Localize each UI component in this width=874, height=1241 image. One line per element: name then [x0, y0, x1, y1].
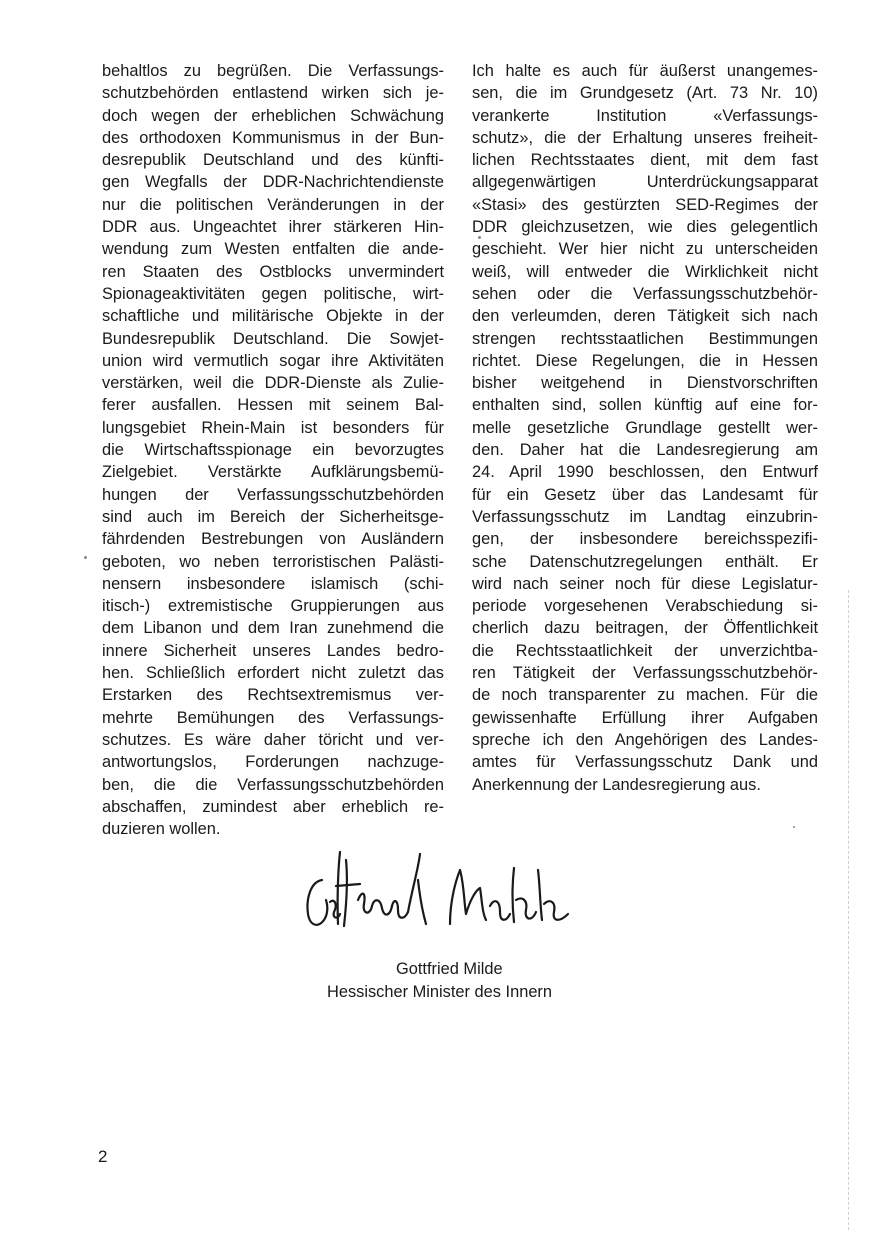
left-column-line: ben, die die Verfassungsschutzbehörden — [102, 775, 444, 794]
left-text-column — [102, 60, 444, 840]
right-column-line: gen, der insbesondere bereichsspezifi- — [472, 530, 818, 549]
left-column-line: dem Libanon und dem Iran zunehmend die — [102, 619, 444, 638]
left-column-line: geboten, wo neben terroristischen Palästi- — [102, 552, 444, 571]
left-column-line: hungen der Verfassungsschutzbehörden — [102, 485, 444, 504]
left-column-line: verstärken, weil die DDR-Dienste als Zulie- — [102, 374, 444, 393]
right-column-line: Anerkennung der Landesregierung aus. — [472, 775, 761, 794]
right-column-line: sen, die im Grundgesetz (Art. 73 Nr. 10) — [472, 84, 818, 103]
left-column-line: schutzes. Es wäre daher töricht und ver- — [102, 730, 444, 749]
scan-edge-mark — [848, 590, 849, 1230]
scan-speck — [793, 826, 795, 828]
left-column-line: sind auch im Bereich der Sicherheitsge- — [102, 507, 444, 526]
scan-speck — [478, 236, 481, 239]
left-column-line: desrepublik Deutschland und des künfti- — [102, 151, 444, 170]
left-column-line: Zielgebiet. Verstärkte Aufklärungsbemü- — [102, 463, 444, 482]
left-column-line: union wird vermutlich sogar ihre Aktivitäten — [102, 351, 444, 370]
right-column-line: den verleumden, deren Tätigkeit sich nach — [472, 307, 818, 326]
right-column-line: Verfassungsschutz im Landtag einzubrin- — [472, 507, 818, 526]
right-column-line: amtes für Verfassungsschutz Dank und — [472, 753, 818, 772]
right-column-line: sehen oder die Verfassungsschutzbehör- — [472, 284, 818, 303]
left-column-line: nur die politischen Veränderungen in der — [102, 195, 444, 214]
signatory-title: Hessischer Minister des Innern — [327, 983, 553, 1001]
right-column-line: geschieht. Wer hier nicht zu unterscheiden — [472, 240, 818, 259]
left-column-line: die Wirtschaftsspionage ein bevorzugtes — [102, 441, 444, 460]
left-column-line: gen Wegfalls der DDR-Nachrichtendienste — [102, 173, 444, 192]
left-column-line: wendung zum Westen entfalten die ande- — [102, 240, 444, 259]
left-column-line: nensern insbesondere islamisch (schi- — [102, 574, 444, 593]
right-column-line: sche Datenschutzregelungen enthält. Er — [472, 552, 818, 571]
left-column-line: doch wegen der erheblichen Schwächung — [102, 106, 444, 125]
left-column-line: antwortungslos, Forderungen nachzuge- — [102, 753, 444, 772]
left-column-line: lungsgebiet Rhein-Main ist besonders für — [102, 418, 444, 437]
right-text-column — [472, 60, 818, 796]
left-column-line: Spionageaktivitäten gegen politische, wirt- — [102, 284, 444, 303]
left-column-line: innere Sicherheit unseres Landes bedro- — [102, 641, 444, 660]
right-column-line: gewissenhafte Erfüllung ihrer Aufgaben — [472, 708, 818, 727]
signatory-name: Gottfried Milde — [396, 960, 503, 978]
right-column-line: spreche ich den Angehörigen des Landes- — [472, 730, 818, 749]
right-column-line: weiß, will entweder die Wirklichkeit nicht — [472, 262, 818, 281]
page-number: 2 — [98, 1147, 108, 1166]
left-column-line: ferer ausfallen. Hessen mit seinem Bal- — [102, 396, 444, 415]
left-column-line: Bundesrepublik Deutschland. Die Sowjet- — [102, 329, 444, 348]
right-column-line: schutz», die der Erhaltung unseres freiheit- — [472, 128, 818, 147]
right-column-line: bisher weitgehend in Dienstvorschriften — [472, 374, 818, 393]
left-column-line: DDR aus. Ungeachtet ihrer stärkeren Hin- — [102, 218, 444, 237]
right-column-line: wird nach seiner noch für diese Legislatur- — [472, 574, 818, 593]
right-column-line: 24. April 1990 beschlossen, den Entwurf — [472, 463, 818, 482]
right-column-line: enthalten sind, sollen künftig auf eine for- — [472, 396, 818, 415]
left-column-line: schaftliche und militärische Objekte in der — [102, 307, 444, 326]
left-column-line: ren Staaten des Ostblocks unvermindert — [102, 262, 444, 281]
right-column-line: DDR gleichzusetzen, wie dies gelegentlich — [472, 218, 818, 237]
right-column-line: die Rechtsstaatlichkeit der unverzichtba- — [472, 641, 818, 660]
right-column-line: cherlich dazu beitragen, der Öffentlichkeit — [472, 619, 818, 638]
scan-speck — [84, 556, 87, 559]
right-column-line: strengen rechtsstaatlichen Bestimmungen — [472, 329, 818, 348]
left-column-line: abschaffen, zumindest aber erheblich re- — [102, 797, 444, 816]
left-column-line: Erstarken des Rechtsextremismus ver- — [102, 686, 444, 705]
right-column-line: periode vorgesehenen Verabschiedung si- — [472, 597, 818, 616]
right-column-line: de noch transparenter zu machen. Für die — [472, 686, 818, 705]
left-column-line: des orthodoxen Kommunismus in der Bun- — [102, 128, 444, 147]
right-column-line: ren Tätigkeit der Verfassungsschutzbehör- — [472, 664, 818, 683]
left-column-line: fährdenden Bestrebungen von Ausländern — [102, 530, 444, 549]
left-column-line: itisch-) extremistische Gruppierungen aus — [102, 597, 444, 616]
right-column-line: verankerte Institution «Verfassungs- — [472, 106, 818, 125]
left-column-line: behaltlos zu begrüßen. Die Verfassungs- — [102, 62, 444, 80]
left-column-line: schutzbehörden entlastend wirken sich je- — [102, 84, 444, 103]
left-column-line: mehrte Bemühungen des Verfassungs- — [102, 708, 444, 727]
right-column-line: den. Daher hat die Landesregierung am — [472, 441, 818, 460]
right-column-line: allgegenwärtigen Unterdrückungsapparat — [472, 173, 818, 192]
right-column-line: melle gesetzliche Grundlage gestellt wer- — [472, 418, 818, 437]
left-column-line: hen. Schließlich erfordert nicht zuletzt das — [102, 664, 444, 683]
right-column-line: richtet. Diese Regelungen, die in Hessen — [472, 351, 818, 370]
handwritten-signature — [300, 840, 600, 945]
right-column-line: für ein Gesetz über das Landesamt für — [472, 485, 818, 504]
right-column-line: «Stasi» des gestürzten SED-Regimes der — [472, 195, 818, 214]
right-column-line: Ich halte es auch für äußerst unangemes- — [472, 62, 818, 80]
left-column-line: duzieren wollen. — [102, 820, 221, 839]
right-column-line: lichen Rechtsstaates dient, mit dem fast — [472, 151, 818, 170]
